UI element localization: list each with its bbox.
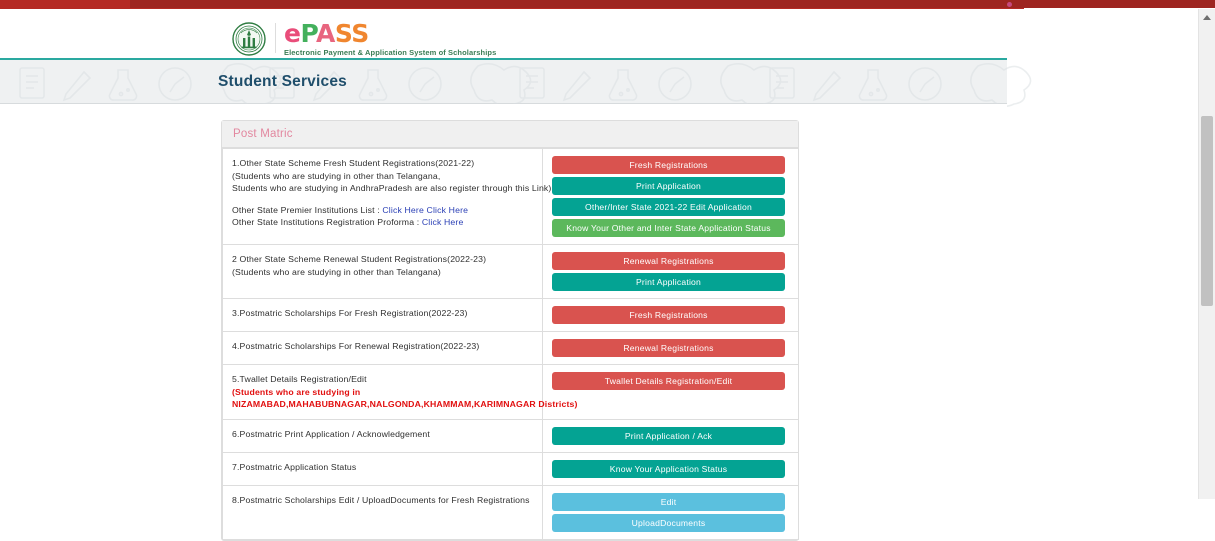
description-line: 3.Postmatric Scholarships For Fresh Registration(2022-23) bbox=[232, 308, 468, 318]
click-here-link[interactable]: Click Here bbox=[421, 217, 464, 228]
service-actions-cell bbox=[543, 245, 799, 299]
description-line: 7.Postmatric Application Status bbox=[232, 461, 357, 472]
description-warning-line: (Students who are studying in bbox=[232, 386, 361, 397]
service-actions-cell bbox=[543, 365, 799, 420]
tab-indicator-dot bbox=[1007, 2, 1012, 7]
table-row bbox=[223, 452, 799, 485]
description-line: 2 Other State Scheme Renewal Student Registrations(2022-23) bbox=[232, 254, 487, 264]
service-description bbox=[232, 461, 534, 474]
service-actions-cell bbox=[543, 485, 799, 539]
action-button[interactable]: Renewal Registrations bbox=[552, 339, 785, 357]
service-actions-cell bbox=[543, 452, 799, 485]
scroll-up-arrow-icon[interactable] bbox=[1199, 9, 1215, 26]
service-description bbox=[232, 373, 578, 411]
telangana-govt-seal-icon bbox=[232, 22, 266, 56]
scrollbar-thumb[interactable] bbox=[1201, 116, 1213, 306]
link-line bbox=[232, 204, 534, 217]
click-here-link[interactable]: Click Here bbox=[426, 204, 469, 215]
service-description bbox=[232, 307, 534, 320]
action-button[interactable]: Know Your Other and Inter State Application Status bbox=[552, 219, 785, 237]
service-actions-cell bbox=[543, 299, 799, 332]
service-description-cell bbox=[223, 245, 543, 299]
page-viewport bbox=[0, 9, 1007, 528]
wordmark-letter-s1: S bbox=[334, 19, 352, 48]
wordmark-letter-s2: S bbox=[351, 19, 369, 48]
service-description-cell bbox=[223, 149, 552, 245]
service-description bbox=[232, 494, 534, 507]
service-description bbox=[232, 253, 534, 278]
action-button[interactable]: Print Application bbox=[552, 177, 785, 195]
student-services-banner bbox=[0, 58, 1007, 104]
page-title: Student Services bbox=[218, 73, 347, 90]
link-line bbox=[232, 216, 534, 229]
action-button[interactable]: Edit bbox=[552, 493, 785, 511]
service-description-cell bbox=[223, 452, 543, 485]
action-button[interactable]: Print Application / Ack bbox=[552, 427, 785, 445]
service-description-cell bbox=[223, 299, 543, 332]
service-description-cell bbox=[223, 485, 543, 539]
table-row bbox=[223, 485, 799, 539]
action-button[interactable]: Other/Inter State 2021-22 Edit Application bbox=[552, 198, 785, 216]
site-logo[interactable] bbox=[232, 21, 496, 57]
student-services-table bbox=[222, 148, 799, 540]
panel-heading-label: Post Matric bbox=[233, 128, 293, 140]
site-header bbox=[0, 9, 1007, 58]
service-description-cell bbox=[223, 419, 543, 452]
description-line: 4.Postmatric Scholarships For Renewal Registration(2022-23) bbox=[232, 341, 480, 351]
spacer bbox=[232, 195, 534, 204]
browser-top-bar bbox=[0, 0, 1024, 9]
service-description-cell bbox=[223, 332, 543, 365]
description-line: 6.Postmatric Print Application / Acknowledgement bbox=[232, 428, 430, 439]
description-line: (Students who are studying in other than Telangana) bbox=[232, 266, 441, 277]
description-line: 5.Twallet Details Registration/Edit bbox=[232, 374, 367, 384]
post-matric-panel bbox=[221, 120, 799, 541]
service-actions-cell bbox=[543, 149, 799, 245]
table-row bbox=[223, 365, 799, 420]
epass-wordmark bbox=[284, 21, 496, 46]
wordmark-letter-p: P bbox=[300, 19, 316, 48]
wordmark-letter-e: e bbox=[284, 19, 301, 48]
description-line: 1.Other State Scheme Fresh Student Registrations(2021-22) bbox=[232, 158, 475, 168]
service-description bbox=[232, 157, 552, 229]
link-line-label: Other State Premier Institutions List : bbox=[232, 204, 383, 215]
table-row bbox=[223, 149, 799, 245]
description-warning-line: NIZAMABAD,MAHABUBNAGAR,NALGONDA,KHAMMAM,KARIMNAGAR Districts) bbox=[232, 399, 578, 410]
action-button[interactable]: Fresh Registrations bbox=[552, 156, 785, 174]
table-row bbox=[223, 245, 799, 299]
action-button[interactable]: Fresh Registrations bbox=[552, 306, 785, 324]
wordmark-letter-a: A bbox=[316, 19, 335, 48]
service-actions-cell bbox=[543, 419, 799, 452]
description-line: (Students who are studying in other than Telangana, bbox=[232, 170, 441, 181]
table-row bbox=[223, 332, 799, 365]
description-line: 8.Postmatric Scholarships Edit / UploadDocuments for Fresh Registrations bbox=[232, 494, 530, 505]
action-button[interactable]: Twallet Details Registration/Edit bbox=[552, 372, 785, 390]
brand-wrap bbox=[275, 21, 496, 57]
banner-decorative-icons bbox=[0, 60, 1007, 106]
service-description-cell bbox=[223, 365, 578, 420]
panel-heading bbox=[222, 121, 798, 148]
action-button[interactable]: Know Your Application Status bbox=[552, 460, 785, 478]
vertical-scrollbar[interactable] bbox=[1198, 9, 1215, 499]
service-description bbox=[232, 428, 534, 441]
action-button[interactable]: Renewal Registrations bbox=[552, 252, 785, 270]
service-actions-cell bbox=[543, 332, 799, 365]
epass-tagline: Electronic Payment & Application System of Scholarships bbox=[284, 48, 497, 57]
browser-active-tab-strip bbox=[130, 0, 1215, 8]
action-button[interactable]: Print Application bbox=[552, 273, 785, 291]
table-row bbox=[223, 299, 799, 332]
action-button[interactable]: UploadDocuments bbox=[552, 514, 785, 532]
table-row bbox=[223, 419, 799, 452]
student-services-table-body bbox=[223, 149, 799, 540]
description-line: Students who are studying in AndhraPradesh are also register through this Link) bbox=[232, 183, 552, 194]
content-area bbox=[0, 104, 1007, 528]
click-here-link[interactable]: Click Here bbox=[382, 204, 424, 215]
service-description bbox=[232, 340, 534, 353]
link-line-label: Other State Institutions Registration Proforma : bbox=[232, 217, 422, 228]
